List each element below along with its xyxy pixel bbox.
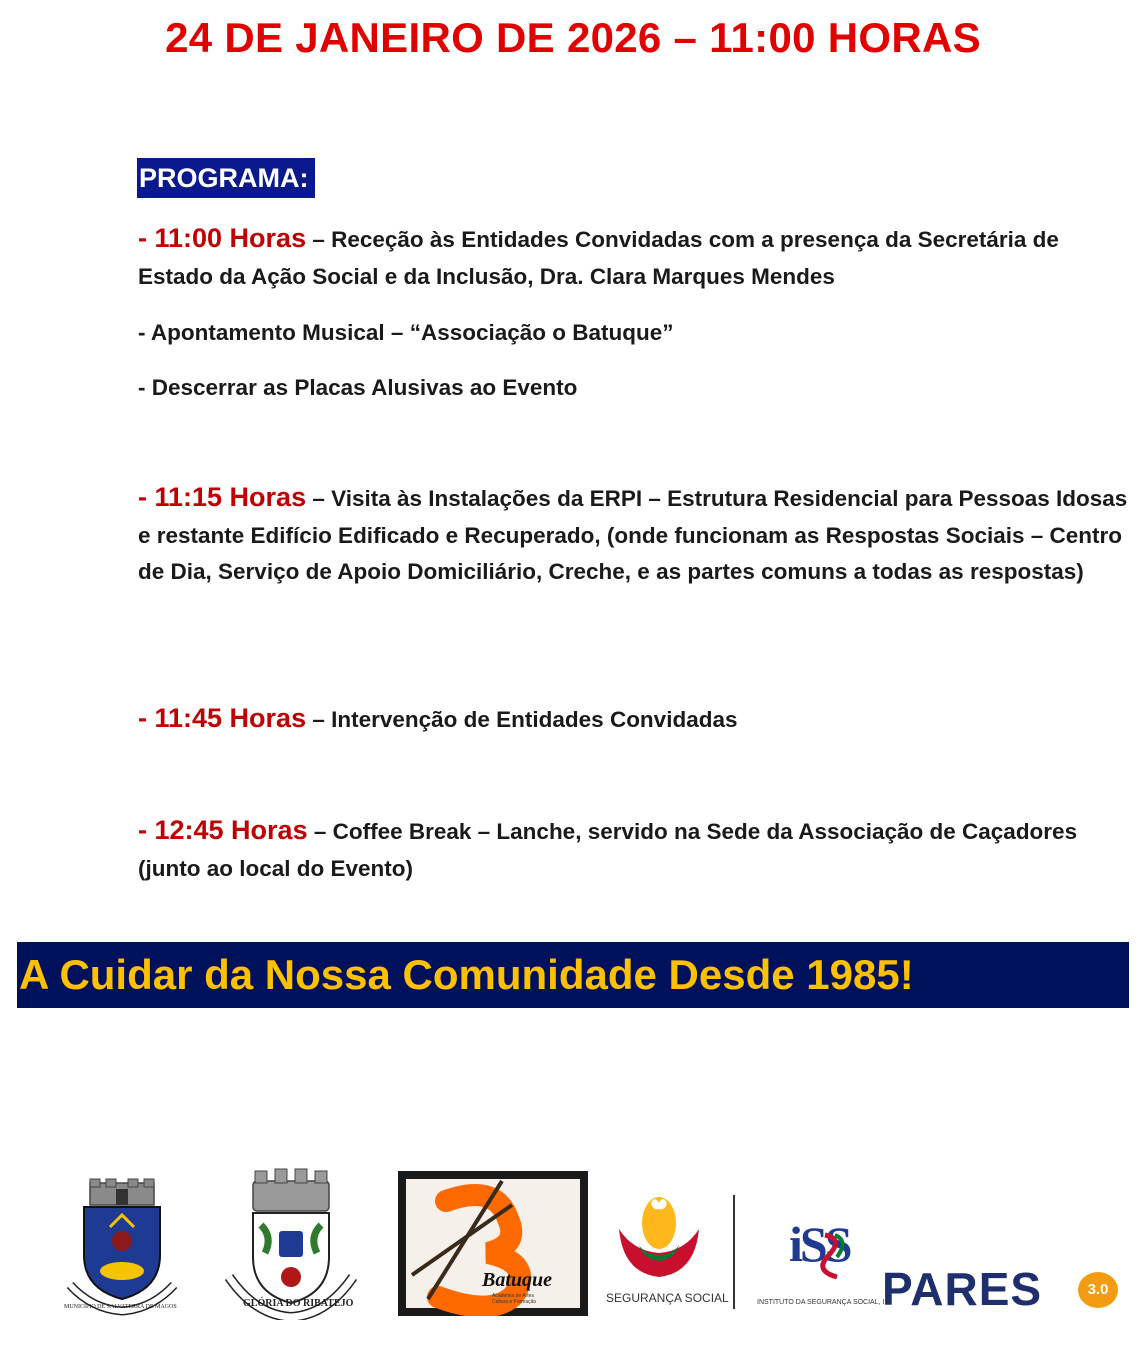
tagline-banner: A Cuidar da Nossa Comunidade Desde 1985! [17,942,1129,1008]
program-item-time: - 11:00 Horas [138,223,307,253]
batuque-logo [398,1171,588,1316]
event-date-heading: 24 DE JANEIRO DE 2026 – 11:00 HORAS [165,14,981,61]
logo-divider [733,1195,735,1309]
program-item [138,370,1128,407]
salvaterra-coat-of-arms-logo [52,1177,192,1322]
program-item-text: – Visita às Instalações da ERPI – Estrutura Residencial para Pessoas Idosas e restante Edifício Edificado e Recuperado, (onde funcionam as Respostas Sociais – Centro de Dia, Serviço de Apoio Domiciliário, Creche, e as partes comuns a todas as respostas) [138,486,1128,584]
program-item-text: – Receção às Entidades Convidadas com a presença da Secretária de Estado da Ação Social e da Inclusão, Dra. Clara Marques Mendes [138,227,1059,289]
program-item [138,812,1128,887]
gloria-coat-of-arms-logo [215,1165,367,1320]
batuque-subtitle: Academia de Artes Cultura e Formação [492,1293,537,1305]
program-item [138,315,1128,352]
program-item-text: – Intervenção de Entidades Convidadas [306,707,738,732]
gloria-caption: GLÓRIA DO RIBATEJO [243,1298,354,1309]
pares-logo [882,1262,1132,1318]
program-label: PROGRAMA: [137,158,315,198]
program-item-text: - Apontamento Musical – “Associação o Batuque” [138,320,674,345]
program-item-time: - 11:45 Horas [138,703,307,733]
salvaterra-caption: MUNICÍPIO DE SALVATERRA DE MAGOS [64,1304,177,1310]
program-item [138,479,1128,591]
pares-name: PARES [882,1263,1043,1315]
seguranca-social-caption: SEGURANÇA SOCIAL [606,1291,729,1305]
program-item-text: – Coffee Break – Lanche, servido na Sede da Associação de Caçadores (junto ao local do Evento) [138,819,1078,881]
batuque-name: Batuque [482,1269,553,1291]
program-item [138,700,1128,739]
program-item-text: - Descerrar as Placas Alusivas ao Evento [138,375,578,400]
program-item-time: - 11:15 Horas [138,482,307,512]
program-item-time: - 12:45 Horas [138,815,308,845]
seguranca-social-logo [605,1193,729,1305]
pares-version-badge: 3.0 [1078,1272,1118,1308]
iss-caption: INSTITUTO DA SEGURANÇA SOCIAL, I.P. [757,1299,893,1306]
iss-logo [755,1215,893,1315]
program-item [138,220,1128,295]
iss-mark: iSS [789,1216,850,1272]
